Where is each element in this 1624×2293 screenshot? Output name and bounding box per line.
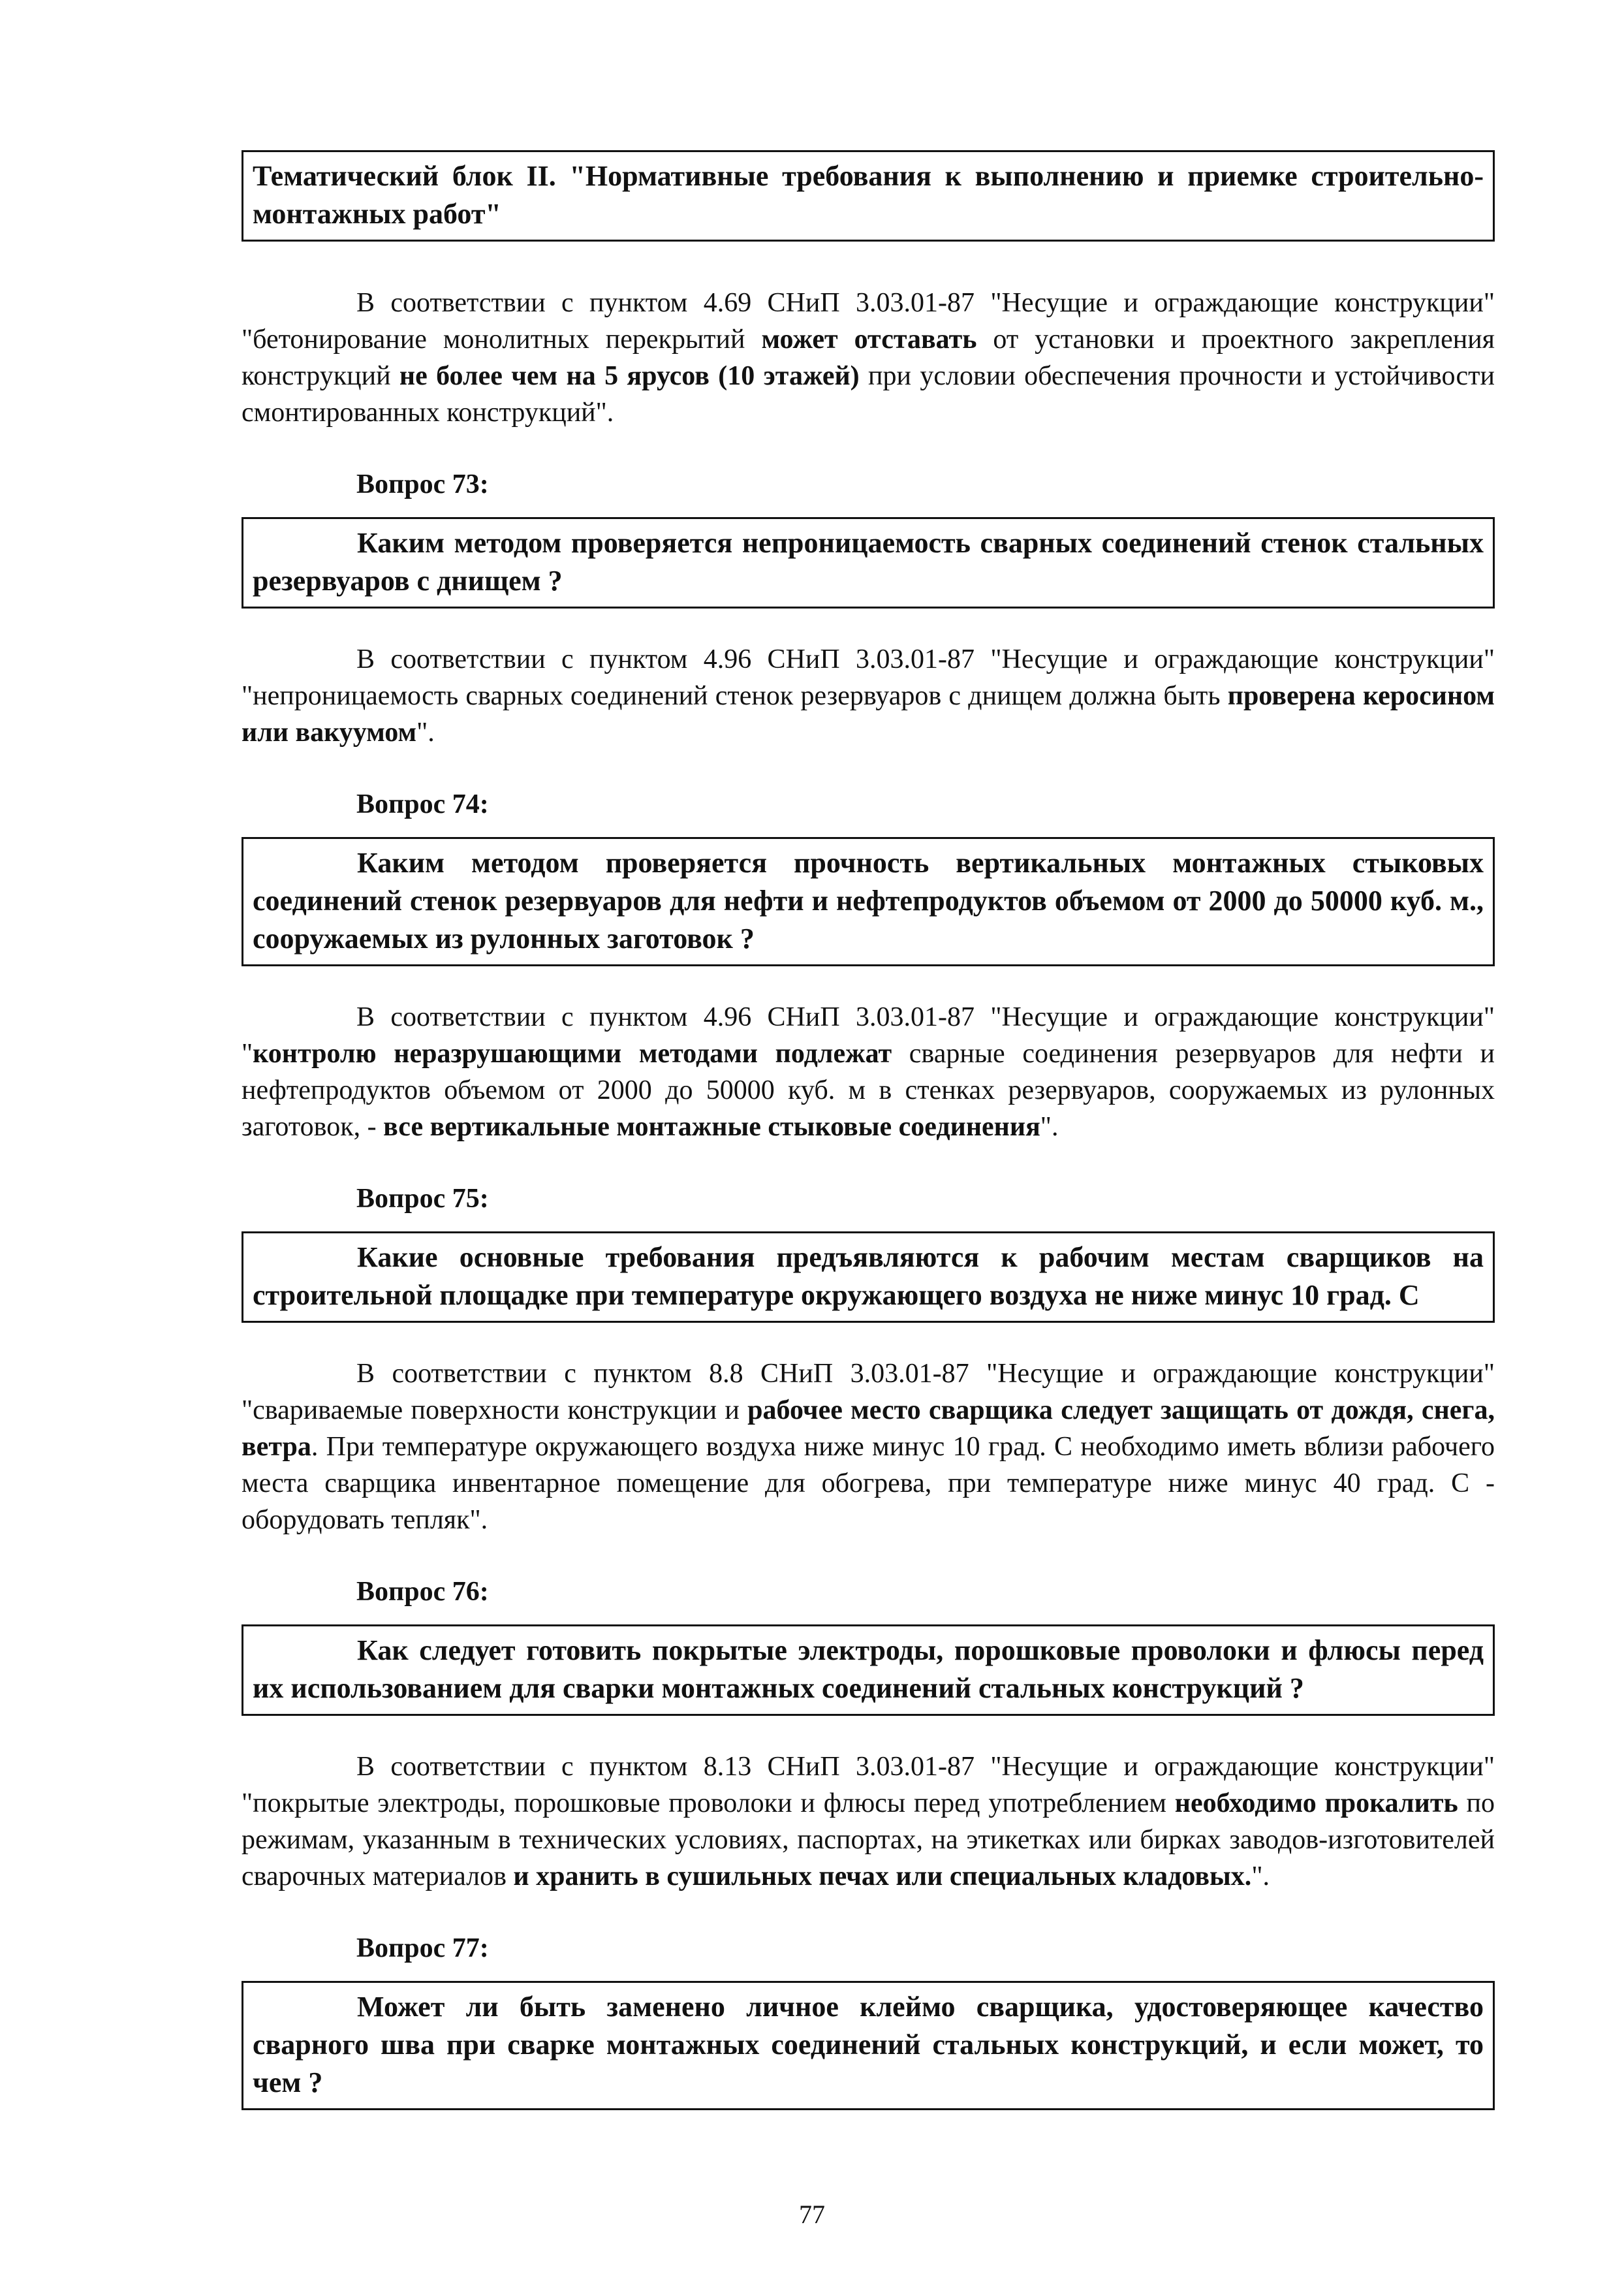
document-page: [242, 150, 1495, 2110]
question-74-label: Вопрос 74:: [356, 789, 489, 819]
intro-text-1: В соответствии с пунктом 4.69 СНиП 3.03.01-87 "Несущие и ограждающие конструкции" "бетонирование монолитных перекрытий: [242, 288, 1495, 355]
answer-73-paragraph: [242, 641, 1495, 751]
answer-75-text-2: . При температуре окружающего воздуха ниже минус 10 град. С необходимо иметь вблизи рабочего места сварщика инвентарное помещение для обогрева, при температуре ниже минус 40 град. С - оборудовать тепляк".: [242, 1432, 1495, 1535]
intro-text-2: от установки и проектного закрепления конструкций: [242, 324, 1495, 391]
question-73-text: Каким методом проверяется непроницаемость сварных соединений стенок стальных резервуаров с днищем ?: [253, 527, 1484, 597]
section-header-box: [242, 150, 1495, 242]
answer-73-text-2: ".: [416, 718, 435, 748]
answer-74-bold-2: все вертикальные монтажные стыковые соединения: [383, 1112, 1040, 1142]
question-74-box: [242, 837, 1495, 966]
intro-text-3: при условии обеспечения прочности и устойчивости смонтированных конструкций".: [242, 361, 1495, 428]
question-76-text: Как следует готовить покрытые электроды, порошковые проволоки и флюсы перед их использованием для сварки монтажных соединений стальных конструкций ?: [253, 1634, 1484, 1704]
answer-75-paragraph: [242, 1355, 1495, 1538]
intro-bold-2: не более чем на 5 ярусов (10 этажей): [399, 361, 860, 391]
question-75-box: [242, 1231, 1495, 1323]
answer-74-paragraph: [242, 999, 1495, 1145]
question-75-label: Вопрос 75:: [356, 1184, 489, 1214]
answer-74-text-3: ".: [1040, 1112, 1059, 1142]
answer-76-bold-2: и хранить в сушильных печах или специальных кладовых.: [513, 1861, 1252, 1891]
question-77-text: Может ли быть заменено личное клеймо сварщика, удостоверяющее качество сварного шва при сварке монтажных соединений стальных конструкций, и если может, то чем ?: [253, 1991, 1484, 2098]
answer-74-text-1: В соответствии с пунктом 4.96 СНиП 3.03.01-87 "Несущие и ограждающие конструкции" ": [242, 1002, 1495, 1069]
question-75-text: Какие основные требования предъявляются к рабочим местам сварщиков на строительной площадке при температуре окружающего воздуха не ниже минус 10 град. С: [253, 1241, 1484, 1311]
answer-76-text-1: В соответствии с пунктом 8.13 СНиП 3.03.01-87 "Несущие и ограждающие конструкции" "покрытые электроды, порошковые проволоки и флюсы перед употреблением: [242, 1752, 1495, 1818]
page-number: 77: [799, 2200, 825, 2229]
intro-bold-1: может отставать: [761, 324, 977, 355]
answer-76-text-3: ".: [1251, 1861, 1270, 1891]
question-74-text: Каким методом проверяется прочность вертикальных монтажных стыковых соединений стенок резервуаров для нефти и нефтепродуктов объемом от 2000 до 50000 куб. м., сооружаемых из рулонных заготовок ?: [253, 847, 1484, 955]
question-76-box: [242, 1624, 1495, 1716]
answer-75-bold-1: рабочее место сварщика следует защищать от дождя, снега, ветра: [242, 1395, 1495, 1462]
intro-paragraph: [242, 285, 1495, 431]
answer-75-text-1: В соответствии с пунктом 8.8 СНиП 3.03.01-87 "Несущие и ограждающие конструкции" "свариваемые поверхности конструкции и: [242, 1359, 1495, 1425]
answer-76-bold-1: необходимо прокалить: [1174, 1788, 1458, 1818]
question-73-label: Вопрос 73:: [356, 469, 489, 499]
answer-73-text-1: В соответствии с пунктом 4.96 СНиП 3.03.01-87 "Несущие и ограждающие конструкции" "непроницаемость сварных соединений стенок резервуаров с днищем должна быть: [242, 644, 1495, 711]
question-73-box: [242, 517, 1495, 609]
answer-74-bold-1: контролю неразрушающими методами подлежат: [253, 1039, 892, 1069]
answer-73-bold-1: проверена керосином или вакуумом: [242, 681, 1495, 748]
question-77-box: [242, 1981, 1495, 2110]
answer-76-paragraph: [242, 1748, 1495, 1895]
section-header-text: Тематический блок II. "Нормативные требования к выполнению и приемке строительно-монтажных работ": [253, 160, 1484, 230]
question-77-label: Вопрос 77:: [356, 1933, 489, 1963]
answer-76-text-2: по режимам, указанным в технических условиях, паспортах, на этикетках или бирках заводов-изготовителей сварочных материалов: [242, 1788, 1495, 1891]
question-76-label: Вопрос 76:: [356, 1577, 489, 1607]
answer-74-text-2: сварные соединения резервуаров для нефти и нефтепродуктов объемом от 2000 до 50000 куб. м в стенках резервуаров, сооружаемых из рулонных заготовок, -: [242, 1039, 1495, 1142]
